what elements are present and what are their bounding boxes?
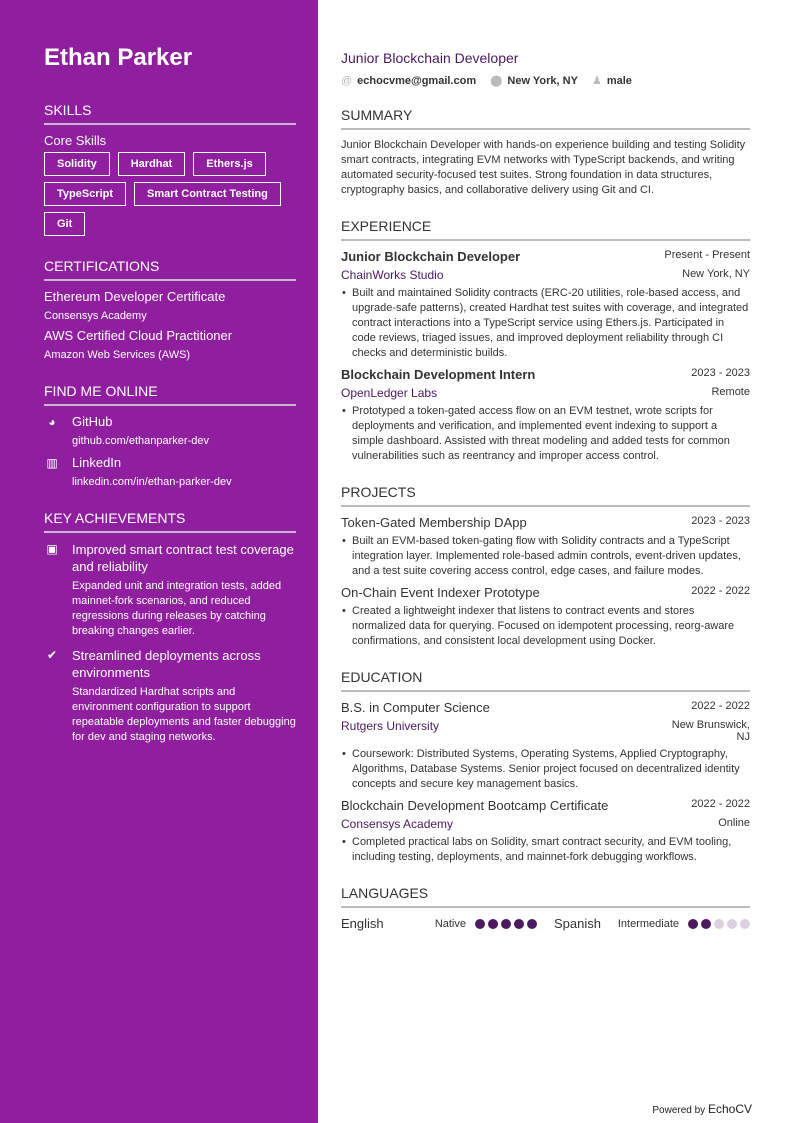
entry-title: Junior Blockchain Developer [341,249,521,264]
check-circle-icon: ✔ [46,648,58,662]
entry-subheader [341,719,750,743]
entry-title: Blockchain Development Intern [341,367,536,382]
achievement-item [44,541,296,639]
certification-issuer: Amazon Web Services (AWS) [44,349,191,361]
online-link-item[interactable] [44,414,296,447]
achievement-title: Improved smart contract test coverage and reliability [72,542,294,574]
skill-tag: Git [44,212,85,236]
experience-heading: EXPERIENCE [341,218,750,241]
rating-dot [527,919,537,929]
job-title: Junior Blockchain Developer [341,50,519,66]
footer-brand[interactable]: EchoCV [707,1102,752,1116]
candidate-name: Ethan Parker [44,44,193,71]
certification-title: Ethereum Developer Certificate [44,289,226,304]
entry-dates: 2023 - 2023 [691,367,750,379]
entry-header [341,585,750,600]
achievement-item [44,647,296,745]
entry-bullets [341,404,750,464]
entry-organization: OpenLedger Labs [341,386,438,400]
skill-tag: Hardhat [118,152,186,176]
location [490,74,578,87]
languages-list [341,916,750,931]
bullet-item: • Prototyped a token-gated access flow on an EVM testnet, wrote scripts for deployments and verification, and implemented event indexing to support a simple dashboard. Assisted with threat modeling and added tests for common vulnerabilities such as reentrancy and improper access control. [341,404,750,464]
footer [652,1102,752,1116]
language-level: Native [434,917,466,930]
core-skills-label: Core Skills [44,133,107,148]
online-section [44,383,296,488]
skills-heading: SKILLS [44,102,296,125]
online-link-url[interactable]: github.com/ethanparker-dev [72,435,209,447]
rating-dot [714,919,724,929]
rating-dot [688,919,698,929]
rating-dot [475,919,485,929]
entry-header [341,249,750,264]
education-list [341,700,750,865]
online-link-url[interactable]: linkedin.com/in/ethan-parker-dev [72,476,232,488]
location-text: New York, NY [507,75,578,87]
rating-dot [514,919,524,929]
location-pin-icon: ⬤ [490,75,503,87]
rating-dot [701,919,711,929]
entry-title: B.S. in Computer Science [341,700,490,715]
projects-list [341,515,750,649]
skill-tags [44,152,296,236]
entry-header [341,798,750,813]
entry-dates: Present - Present [664,249,750,261]
at-icon: @ [341,74,353,87]
entry-header [341,367,750,382]
github-icon: ◕ [48,415,56,429]
online-heading: FIND ME ONLINE [44,383,296,406]
entry-dates: 2023 - 2023 [691,515,750,527]
entry-organization: Consensys Academy [341,817,454,831]
achievement-text [72,541,296,639]
language-item [341,916,537,931]
rating-dot [501,919,511,929]
entry-bullets [341,534,750,579]
certifications-heading: CERTIFICATIONS [44,258,296,281]
entry-title: Blockchain Development Bootcamp Certificate [341,798,609,813]
entry-dates: 2022 - 2022 [691,700,750,712]
entry-organization: Rutgers University [341,719,440,733]
bullet-item: • Completed practical labs on Solidity, smart contract security, and EVM tooling, including testing, deployments, and mainnet-fork debugging workflows. [341,835,750,865]
building-icon: ▥ [46,456,58,470]
entry-subheader [341,268,750,282]
online-link-item[interactable] [44,455,296,488]
certification-title: AWS Certified Cloud Practitioner [44,328,233,343]
achievements-heading: KEY ACHIEVEMENTS [44,510,296,533]
rating-dot [740,919,750,929]
rating-dot [488,919,498,929]
experience-list [341,249,750,464]
entry-location: New Brunswick, NJ [671,719,750,743]
terminal-icon: ▣ [46,542,58,556]
language-item [554,916,750,931]
entry-subheader [341,386,750,400]
bullet-item: • Built and maintained Solidity contracts (ERC-20 utilities, role-based access, and upgrade-safe patterns), created Hardhat test suites with coverage, and integrated contract interactions into a TypeScript service using Ethers.js. Participated in code reviews, triaged issues, and improved deployment reliability through CI checks and deterministic builds. [341,286,750,361]
skills-section [44,102,296,236]
entry-bullets [341,286,750,361]
entry-dates: 2022 - 2022 [691,585,750,597]
achievement-text [72,647,296,745]
achievements-section [44,510,296,745]
education-heading: EDUCATION [341,669,750,692]
entry-location: Online [718,817,750,829]
footer-prefix: Powered by [652,1105,706,1116]
email [341,75,476,87]
entry-organization: ChainWorks Studio [341,268,444,282]
main-content [341,50,750,931]
entry-header [341,700,750,715]
online-link-text [72,414,209,447]
skill-tag: Solidity [44,152,110,176]
entry-dates: 2022 - 2022 [691,798,750,810]
gender [592,74,632,87]
bullet-item: • Built an EVM-based token-gating flow with Solidity contracts and a TypeScript integration layer. Implemented role-based admin controls, event-driven updates, and a test suite covering access control, edge cases, and failure modes. [341,534,750,579]
online-link-label: GitHub [72,414,113,429]
person-icon: ♟ [591,75,602,87]
online-link-label: LinkedIn [72,455,122,470]
bullet-item: • Coursework: Distributed Systems, Operating Systems, Applied Cryptography, Algorithms, Database Systems. Senior project focused on decentralized identity concepts and secure key management basics. [341,747,750,792]
rating-dot [727,919,737,929]
skill-tag: TypeScript [44,182,126,206]
entry-location: New York, NY [682,268,750,280]
certifications-section [44,258,296,361]
email-link[interactable]: echocvme@gmail.com [357,74,477,87]
entry-title: On-Chain Event Indexer Prototype [341,585,540,600]
gender-text: male [606,75,632,87]
entry-bullets [341,835,750,865]
language-name: English [341,916,384,931]
entry-bullets [341,747,750,792]
achievement-description: Standardized Hardhat scripts and environment configuration to support repeatable deployments and faster debugging for dev and staging networks. [72,686,296,743]
certification-issuer: Consensys Academy [44,310,147,322]
summary-heading: SUMMARY [341,107,750,130]
achievement-title: Streamlined deployments across environments [72,648,261,680]
achievement-description: Expanded unit and integration tests, added mainnet-fork scenarios, and reduced regressions during releases by catching breaking changes earlier. [72,580,282,637]
entry-header [341,515,750,530]
online-link-text [72,455,232,488]
language-level: Intermediate [617,917,679,930]
entry-title: Token-Gated Membership DApp [341,515,527,530]
sidebar [0,0,318,1123]
languages-heading: LANGUAGES [341,885,750,908]
skill-tag: Smart Contract Testing [134,182,281,206]
bullet-item: • Created a lightweight indexer that listens to contract events and stores normalized data for querying. Focused on idempotent processing, reorg-aware confirmations, and consistent local development using Docker. [341,604,750,649]
entry-subheader [341,817,750,831]
entry-bullets [341,604,750,649]
skill-tag: Ethers.js [193,152,265,176]
contact-info [341,74,750,87]
language-name: Spanish [554,916,601,931]
entry-location: Remote [711,386,750,398]
summary-text: Junior Blockchain Developer with hands-on experience building and testing Solidity smart contracts, integrating EVM networks with TypeScript backends, and writing automated security-focused test suites. Strong foundation in data structures, cryptography basics, and collaborative delivery using Git and CI. [341,139,746,196]
projects-heading: PROJECTS [341,484,750,507]
